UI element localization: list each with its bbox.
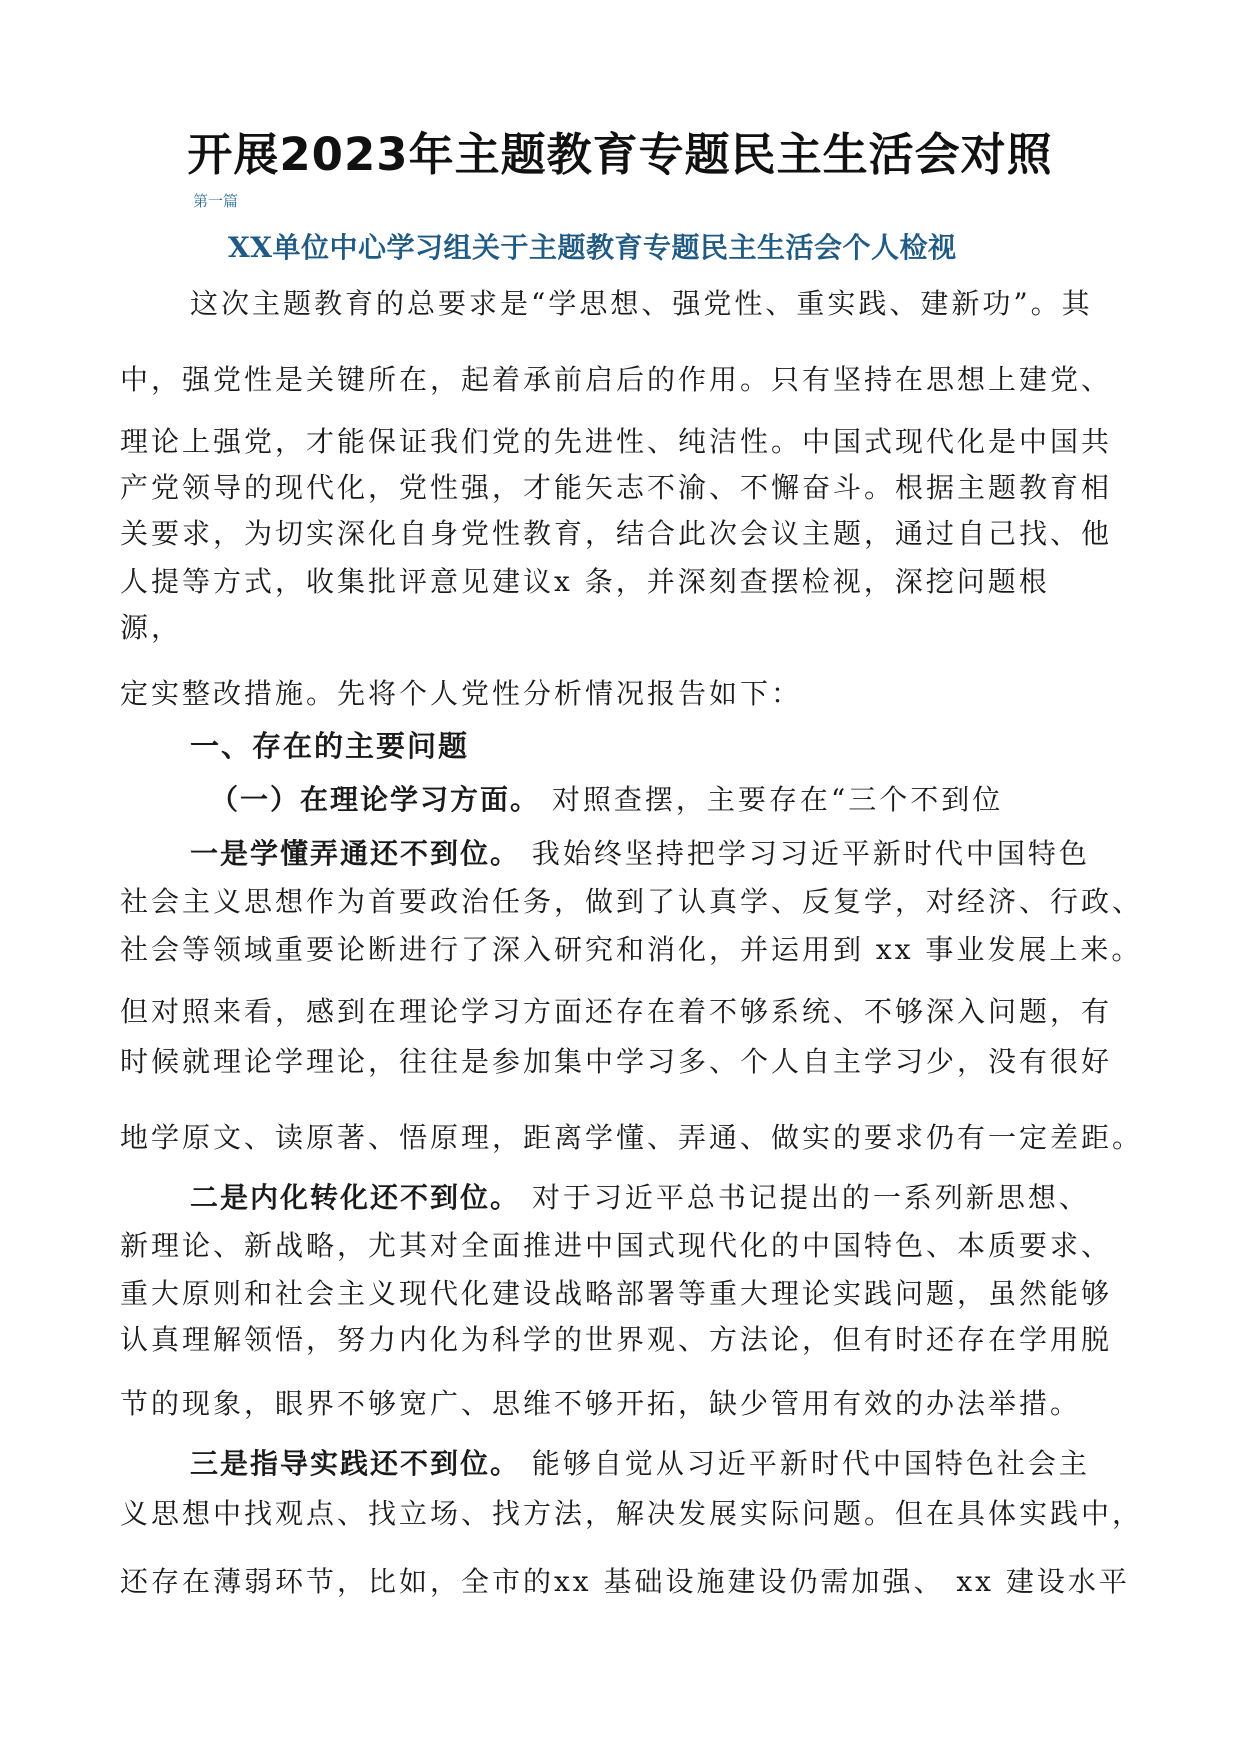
paragraph-line: 重大原则和社会主义现代化建设战略部署等重大理论实践问题，虽然能够 — [120, 1277, 1113, 1310]
point-heading: 三是指导实践还不到位。 — [190, 1447, 521, 1480]
paragraph-line: 理论上强党，才能保证我们党的先进性、纯洁性。中国式现代化是中国共 — [120, 425, 1113, 458]
paragraph-line: 源， — [120, 611, 183, 644]
paragraph-line: 还存在薄弱环节，比如，全市的xx 基础设施建设仍需加强、 xx 建设水平 — [120, 1565, 1130, 1598]
subheading-theory-study — [210, 778, 1003, 818]
section-label: 第一篇 — [193, 192, 239, 210]
paragraph-line: 但对照来看，感到在理论学习方面还存在着不够系统、不够深入问题，有 — [120, 995, 1113, 1028]
paragraph-line — [190, 1176, 1090, 1216]
point-heading: 二是内化转化还不到位。 — [190, 1181, 521, 1214]
paragraph-line: 地学原文、读原著、悟原理，距离学懂、弄通、做实的要求仍有一定差距。 — [120, 1121, 1144, 1154]
paragraph-line — [190, 832, 1090, 872]
document-subtitle: XX单位中心学习组关于主题教育专题民主生活会个人检视 — [228, 231, 957, 264]
subheading-text: 对照查摆，主要存在“三个不到位 — [540, 783, 1004, 816]
point-text: 对于习近平总书记提出的一系列新思想、 — [520, 1181, 1090, 1214]
paragraph-line: 关要求，为切实深化自身党性教育，结合此次会议主题，通过自己找、他 — [120, 517, 1113, 550]
paragraph-line: 定实整改措施。先将个人党性分析情况报告如下： — [120, 677, 803, 710]
paragraph-line — [190, 1442, 1090, 1482]
paragraph-line: 社会主义思想作为首要政治任务，做到了认真学、反复学，对经济、行政、 — [120, 885, 1144, 918]
paragraph-line: 中，强党性是关键所在，起着承前启后的作用。只有坚持在思想上建党、 — [120, 363, 1113, 396]
document-title: 开展2023年主题教育专题民主生活会对照 — [187, 128, 1053, 181]
paragraph-line: 认真理解领悟，努力内化为科学的世界观、方法论，但有时还存在学用脱 — [120, 1323, 1113, 1356]
paragraph-line: 社会等领域重要论断进行了深入研究和消化，并运用到 xx 事业发展上来。 — [120, 933, 1143, 966]
subheading-bold: （一）在理论学习方面。 — [210, 783, 541, 816]
point-text: 能够自觉从习近平新时代中国特色社会主 — [520, 1447, 1090, 1480]
paragraph-line: 节的现象，眼界不够宽广、思维不够开拓，缺少管用有效的办法举措。 — [120, 1387, 1082, 1420]
paragraph-line: 新理论、新战略，尤其对全面推进中国式现代化的中国特色、本质要求、 — [120, 1229, 1113, 1262]
paragraph-line: 这次主题教育的总要求是“学思想、强党性、重实践、建新功”。其 — [190, 287, 1093, 320]
paragraph-line: 产党领导的现代化，党性强，才能矢志不渝、不懈奋斗。根据主题教育相 — [120, 471, 1113, 504]
heading-main-problems: 一、存在的主要问题 — [190, 729, 470, 763]
paragraph-line: 时候就理论学理论，往往是参加集中学习多、个人自主学习少，没有很好 — [120, 1045, 1113, 1078]
paragraph-line: 人提等方式，收集批评意见建议x 条，并深刻查摆检视，深挖问题根 — [120, 565, 1050, 598]
point-heading: 一是学懂弄通还不到位。 — [190, 837, 521, 870]
point-text: 我始终坚持把学习习近平新时代中国特色 — [520, 837, 1090, 870]
paragraph-line: 义思想中找观点、找立场、找方法，解决发展实际问题。但在具体实践中， — [120, 1497, 1144, 1530]
